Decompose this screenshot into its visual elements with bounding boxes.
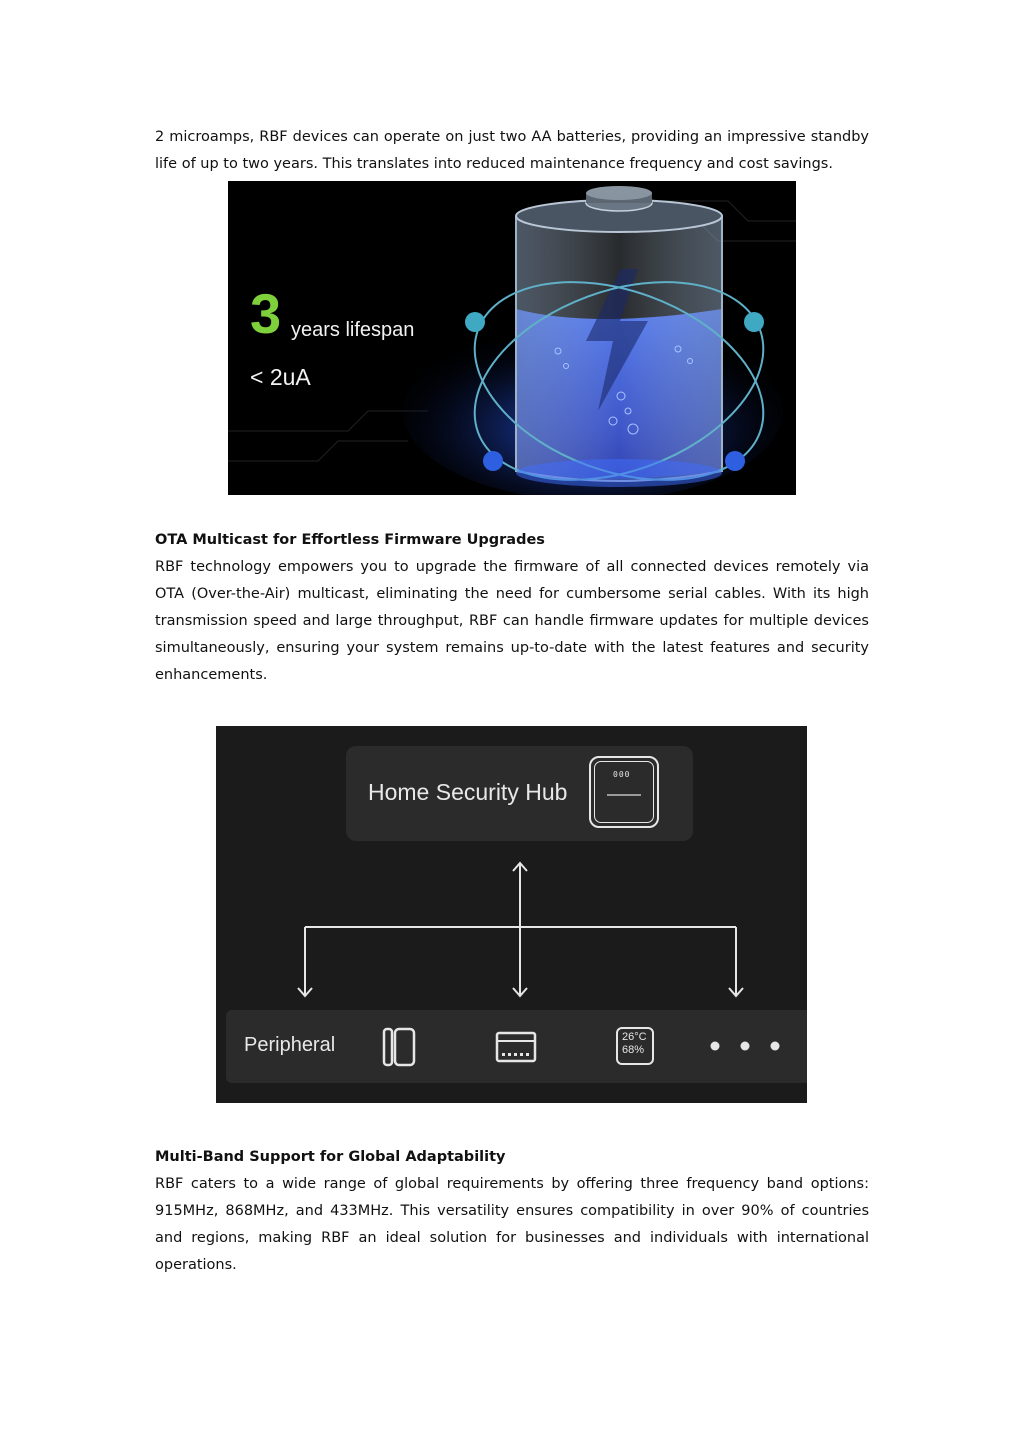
- contact-sensor-icon: [380, 1027, 420, 1067]
- multiband-paragraph: RBF caters to a wide range of global requirements by offering three frequency band options: 915MHz, 868MHz, and 433MHz. This versatility ensures compatibility in over 90% of countries and regions, making RBF an ideal solution for businesses and individuals with international operations.: [155, 1176, 869, 1273]
- ota-paragraph: RBF technology empowers you to upgrade the firmware of all connected devices remotely via OTA (Over-the-Air) multicast, eliminating the need for cumbersome serial cables. With its high transmission speed and large throughput, RBF can handle firmware updates for multiple devices simultaneously, ensuring your system remains up-to-date with the latest features and security enhancements.: [155, 559, 869, 683]
- sensor-humidity: 68%: [622, 1044, 645, 1056]
- standby-current-label: < 2uA: [250, 364, 311, 390]
- sensor-temperature: 26°C: [622, 1031, 647, 1043]
- multiband-heading: Multi-Band Support for Global Adaptability: [155, 1149, 506, 1165]
- lifespan-label: years lifespan: [291, 319, 415, 341]
- hub-indicator-lights: 000: [613, 770, 631, 779]
- hub-topology-figure: [216, 726, 807, 1103]
- more-dots-icon: [704, 1036, 784, 1056]
- peripheral-bar: [226, 1010, 807, 1083]
- battery-lifespan-figure: [228, 181, 796, 495]
- peripheral-label: Peripheral: [244, 1034, 336, 1056]
- keypad-icon: [494, 1027, 538, 1067]
- intro-paragraph: 2 microamps, RBF devices can operate on just two AA batteries, providing an impressive standby life of up to two years. This translates into reduced maintenance frequency and cost savings.: [155, 129, 869, 172]
- temp-humidity-sensor-icon: [616, 1027, 654, 1065]
- ota-heading: OTA Multicast for Effortless Firmware Upgrades: [155, 532, 545, 548]
- hub-title: Home Security Hub: [368, 779, 568, 805]
- lifespan-number: 3: [250, 282, 282, 345]
